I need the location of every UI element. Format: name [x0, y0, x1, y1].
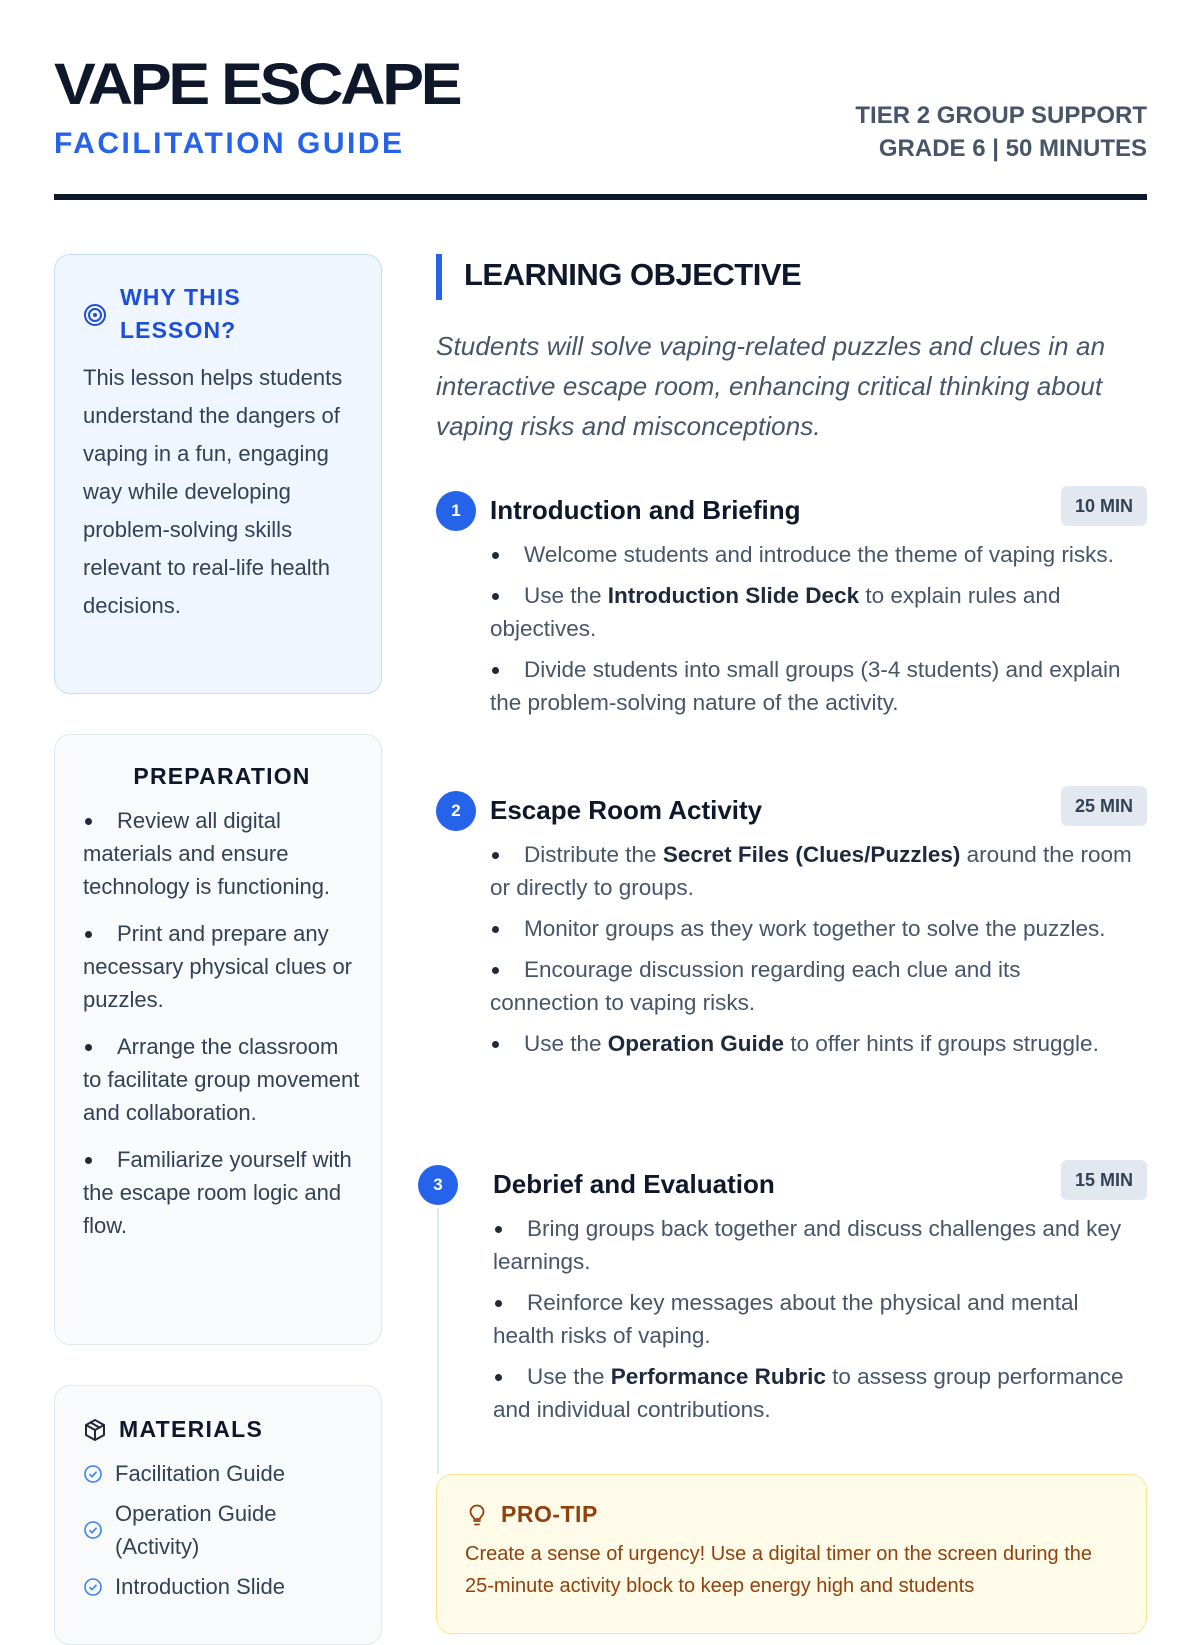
meta-grade-duration: GRADE 6 | 50 MINUTES — [878, 135, 1147, 162]
resource-name: Performance Rubric — [610, 1364, 826, 1389]
material-item-label: Introduction Slide — [115, 1574, 285, 1599]
materials-header — [83, 1416, 361, 1443]
step-bullet: Use the Performance Rubric to assess group performance and individual contributions. — [493, 1360, 1135, 1426]
step-bullet: Use the Operation Guide to offer hints if groups struggle. — [490, 1027, 1135, 1060]
resource-name: Secret Files (Clues/Puzzles) — [662, 842, 961, 867]
material-item — [83, 1497, 361, 1563]
preparation-item: Arrange the classroom to facilitate group movement and collaboration. — [83, 1030, 361, 1129]
preparation-list — [83, 804, 361, 1242]
step-bullets — [493, 1212, 1135, 1434]
material-item — [83, 1570, 361, 1603]
duration-badge: 15 MIN — [1061, 1160, 1147, 1200]
check-circle-icon — [83, 1520, 103, 1540]
main-content — [433, 252, 1147, 1422]
step-bullet: Bring groups back together and discuss challenges and key learnings. — [493, 1212, 1135, 1278]
resource-name: Introduction Slide Deck — [607, 583, 860, 608]
preparation-title: PREPARATION — [133, 763, 311, 789]
step-number-badge: 2 — [436, 791, 476, 831]
step-number-badge: 3 — [418, 1165, 458, 1205]
lesson-meta — [855, 99, 1147, 165]
preparation-item: Review all digital materials and ensure technology is functioning. — [83, 804, 361, 903]
pro-tip-text: Create a sense of urgency! Use a digital timer on the screen during the 25-minute activity block to keep energy high and students — [465, 1543, 1093, 1597]
material-item-label: Facilitation Guide — [115, 1461, 285, 1486]
preparation-item: Print and prepare any necessary physical clues or puzzles. — [83, 917, 361, 1016]
target-icon — [83, 303, 107, 327]
step-bullet: Divide students into small groups (3-4 students) and explain the problem-solving nature of the activity. — [490, 653, 1135, 719]
duration-badge: 25 MIN — [1061, 786, 1147, 826]
timeline-line — [437, 1208, 439, 1474]
page-header — [54, 52, 1147, 200]
materials-card — [54, 1385, 382, 1645]
check-circle-icon — [83, 1464, 103, 1484]
why-lesson-title: WHY THIS LESSON? — [120, 284, 241, 343]
material-item-label: Operation Guide (Activity) — [115, 1501, 277, 1559]
step-number-badge: 1 — [436, 491, 476, 531]
page-subtitle: FACILITATION GUIDE — [54, 127, 405, 160]
preparation-card — [54, 734, 382, 1345]
why-lesson-header — [83, 281, 355, 347]
materials-title: MATERIALS — [119, 1416, 264, 1442]
step-bullet: Welcome students and introduce the theme of vaping risks. — [490, 538, 1135, 571]
step-bullet: Reinforce key messages about the physical and mental health risks of vaping. — [493, 1286, 1135, 1352]
check-circle-icon — [83, 1577, 103, 1597]
step-bullets — [490, 538, 1135, 727]
step-title: Introduction and Briefing — [490, 495, 801, 525]
pro-tip-title: PRO-TIP — [501, 1501, 598, 1527]
step-title: Debrief and Evaluation — [493, 1169, 775, 1199]
learning-objective-title: LEARNING OBJECTIVE — [464, 257, 802, 292]
learning-objective-text: Students will solve vaping-related puzzles and clues in an interactive escape room, enhancing critical thinking about vaping risks and misconceptions. — [436, 331, 1106, 441]
step-title: Escape Room Activity — [490, 795, 763, 825]
lightbulb-icon — [465, 1503, 489, 1527]
duration-badge: 10 MIN — [1061, 486, 1147, 526]
meta-group-support: TIER 2 GROUP SUPPORT — [855, 102, 1147, 129]
page-title: VAPE ESCAPE — [54, 52, 460, 117]
why-lesson-card — [54, 254, 382, 694]
step-bullet: Distribute the Secret Files (Clues/Puzzles) around the room or directly to groups. — [490, 838, 1135, 904]
learning-objective-header — [436, 252, 1147, 298]
step-bullets — [490, 838, 1135, 1068]
step-bullet: Use the Introduction Slide Deck to explain rules and objectives. — [490, 579, 1135, 645]
accent-bar — [436, 254, 442, 300]
material-item — [83, 1457, 361, 1490]
pro-tip-card — [436, 1474, 1147, 1634]
preparation-item: Familiarize yourself with the escape room logic and flow. — [83, 1143, 361, 1242]
why-lesson-body: This lesson helps students understand the dangers of vaping in a fun, engaging way while developing problem-solving skills relevant to real-life health decisions. — [83, 365, 343, 618]
step-bullet: Encourage discussion regarding each clue and its connection to vaping risks. — [490, 953, 1135, 1019]
box-icon — [83, 1418, 107, 1442]
pro-tip-header — [465, 1501, 1120, 1528]
step-bullet: Monitor groups as they work together to solve the puzzles. — [490, 912, 1135, 945]
resource-name: Operation Guide — [607, 1031, 785, 1056]
